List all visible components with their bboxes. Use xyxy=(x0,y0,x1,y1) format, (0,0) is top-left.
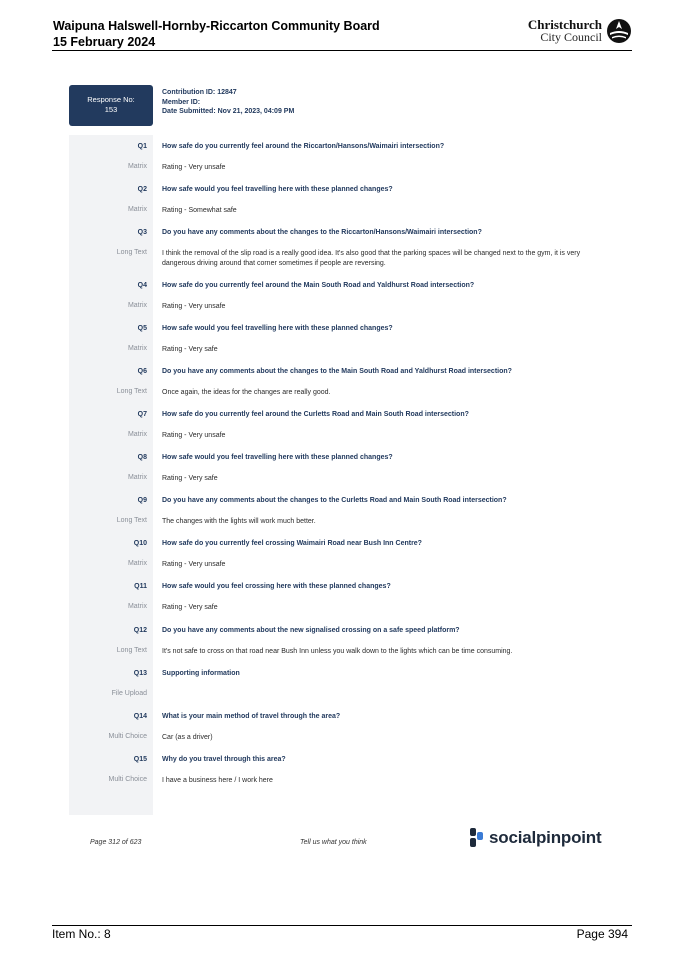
answer-type: Matrix xyxy=(127,431,147,438)
question-number: Q2 xyxy=(137,186,147,193)
page-footer xyxy=(52,925,632,945)
answer-type: Multi Choice xyxy=(108,733,147,740)
logo-line-2: City Council xyxy=(540,30,602,44)
question-text: How safe do you currently feel around the Main South Road and Yaldhurst Road intersection? xyxy=(162,282,475,289)
question-text: Supporting information xyxy=(162,670,240,677)
item-number: Item No.: 8 xyxy=(52,927,111,941)
socialpinpoint-logo xyxy=(470,827,601,849)
council-logo xyxy=(514,16,632,46)
page-header xyxy=(52,15,632,51)
answer-text: Rating - Very unsafe xyxy=(162,303,226,310)
member-label: Member ID: xyxy=(162,98,201,106)
answer-text: Car (as a driver) xyxy=(162,734,213,741)
council-emblem-icon xyxy=(606,18,632,44)
question-number: Q9 xyxy=(137,497,147,504)
answer-type: Matrix xyxy=(127,163,147,170)
question-number: Q15 xyxy=(133,756,147,763)
question-number: Q8 xyxy=(137,454,147,461)
answer-text: The changes with the lights will work much better. xyxy=(162,518,316,525)
answer-type: Matrix xyxy=(127,560,147,567)
question-number: Q5 xyxy=(137,325,147,332)
board-title: Waipuna Halswell-Hornby-Riccarton Community Board xyxy=(53,19,380,33)
question-text: Do you have any comments about the new signalised crossing on a safe speed platform? xyxy=(162,627,460,634)
answer-type: Matrix xyxy=(127,474,147,481)
question-text: How safe would you feel crossing here with these planned changes? xyxy=(162,583,391,590)
answer-type: Multi Choice xyxy=(108,776,147,783)
document-page-number: Page 394 xyxy=(576,927,628,941)
date-submitted: Nov 21, 2023, 04:09 PM xyxy=(217,108,295,115)
answer-text: I have a business here / I work here xyxy=(162,777,273,784)
answer-type: Long Text xyxy=(116,388,147,395)
question-number: Q14 xyxy=(133,713,147,720)
meeting-date: 15 February 2024 xyxy=(53,35,156,49)
answer-text: Rating - Very safe xyxy=(162,475,218,482)
socialpinpoint-mark-icon xyxy=(470,828,484,848)
answer-type: Matrix xyxy=(127,206,147,213)
answer-text: It's not safe to cross on that road near Bush Inn unless you walk down to the lights which can be time consuming. xyxy=(162,648,513,655)
question-text: How safe would you feel travelling here with these planned changes? xyxy=(162,325,393,332)
response-label: Response No: xyxy=(87,95,135,104)
answer-type: Matrix xyxy=(127,603,147,610)
question-number: Q1 xyxy=(137,143,147,150)
answer-type: Matrix xyxy=(127,302,147,309)
submission-meta xyxy=(162,88,294,117)
question-number: Q13 xyxy=(133,670,147,677)
question-number: Q10 xyxy=(133,540,147,547)
question-text: What is your main method of travel through the area? xyxy=(162,713,341,720)
answer-text: Rating - Very safe xyxy=(162,604,218,611)
question-text: How safe would you feel travelling here with these planned changes? xyxy=(162,454,393,461)
question-text: Do you have any comments about the changes to the Curletts Road and Main South Road intersection? xyxy=(162,497,507,504)
question-text: How safe do you currently feel around the Curletts Road and Main South Road intersection? xyxy=(162,411,469,418)
contribution-id: 12847 xyxy=(217,89,237,96)
answer-text: Rating - Very unsafe xyxy=(162,164,226,171)
question-number: Q3 xyxy=(137,229,147,236)
report-page-number: Page 312 of 623 xyxy=(90,839,142,846)
question-number: Q6 xyxy=(137,368,147,375)
answer-type: Matrix xyxy=(127,345,147,352)
socialpinpoint-wordmark: socialpinpoint xyxy=(489,828,602,847)
question-number: Q7 xyxy=(137,411,147,418)
answer-type: Long Text xyxy=(116,249,147,256)
question-number: Q11 xyxy=(134,583,147,590)
answer-type: File Upload xyxy=(111,690,147,697)
question-text: How safe would you feel travelling here with these planned changes? xyxy=(162,186,393,193)
question-text: Do you have any comments about the changes to the Main South Road and Yaldhurst Road intersection? xyxy=(162,368,512,375)
question-text: How safe do you currently feel crossing Waimairi Road near Bush Inn Centre? xyxy=(162,540,422,547)
answer-text: I think the removal of the slip road is a really good idea. It's also good that the parking spaces will be changed next to the gym, it is very dangerous driving around that corner sometimes if people are reversing. xyxy=(162,250,581,267)
response-number-badge xyxy=(69,85,153,126)
report-tagline: Tell us what you think xyxy=(300,839,367,846)
date-label: Date Submitted: xyxy=(162,108,216,115)
question-number: Q4 xyxy=(137,282,147,289)
answer-text: Rating - Very safe xyxy=(162,346,218,353)
logo-line-1: Christchurch xyxy=(527,17,602,32)
question-text: Do you have any comments about the changes to the Riccarton/Hansons/Waimairi intersection? xyxy=(162,229,482,236)
answer-text: Rating - Somewhat safe xyxy=(162,207,237,214)
response-number: 153 xyxy=(104,105,118,114)
question-text: How safe do you currently feel around the Riccarton/Hansons/Waimairi intersection? xyxy=(162,143,445,150)
answer-text: Once again, the ideas for the changes are really good. xyxy=(162,389,331,396)
answer-text: Rating - Very unsafe xyxy=(162,561,226,568)
question-number: Q12 xyxy=(133,627,147,634)
answer-text: Rating - Very unsafe xyxy=(162,432,226,439)
contribution-label: Contribution ID: xyxy=(162,89,216,96)
answer-type: Long Text xyxy=(116,517,147,524)
question-text: Why do you travel through this area? xyxy=(162,756,286,763)
answer-type: Long Text xyxy=(116,647,147,654)
